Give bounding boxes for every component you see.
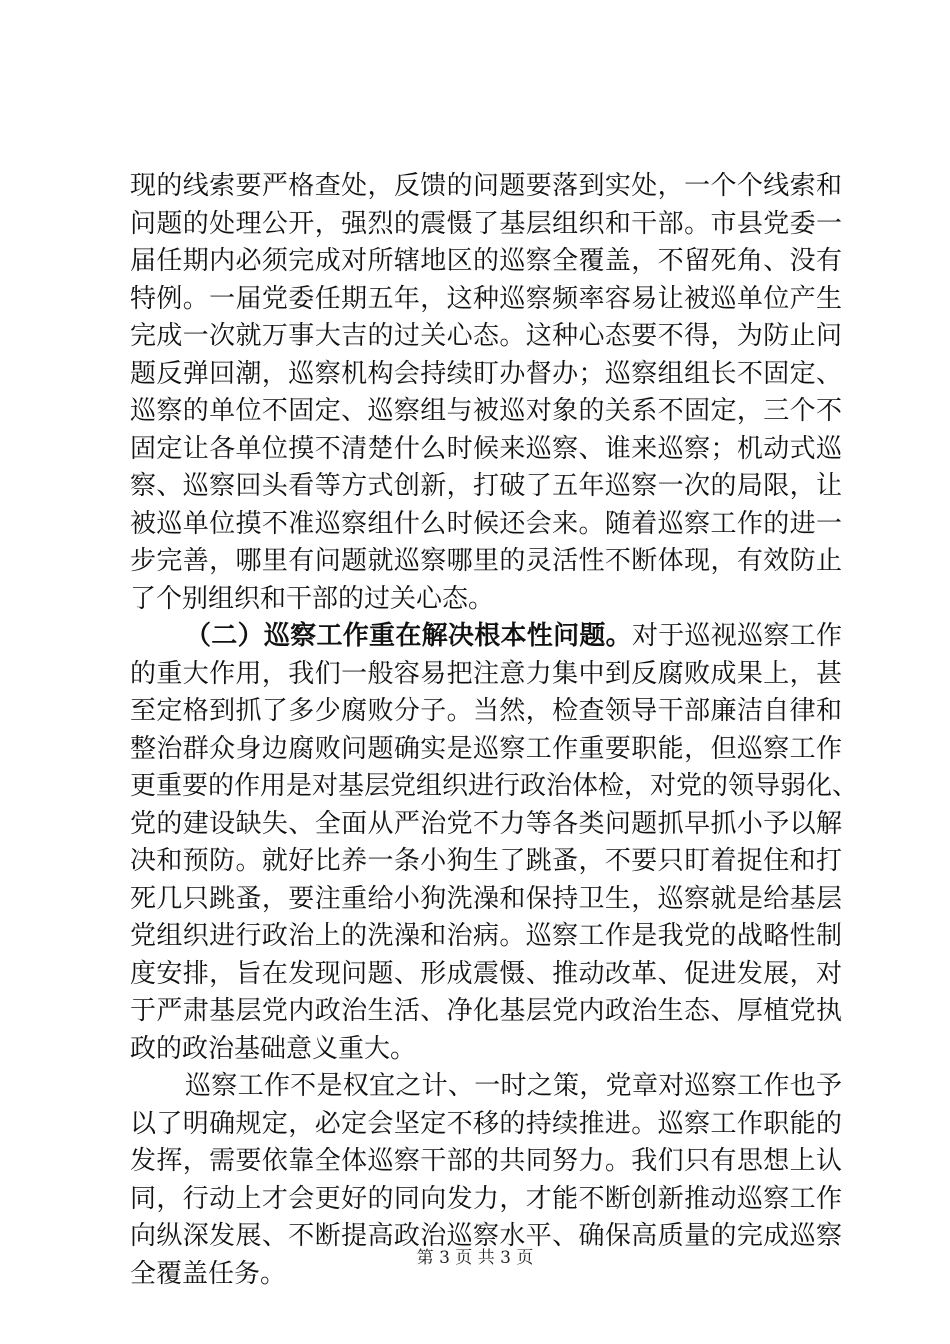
section-heading-line	[130, 618, 842, 656]
text-line: 于严肃基层党内政治生活、净化基层党内政治生态、厚植党执	[130, 996, 842, 1026]
text-line: 党组织进行政治上的洗澡和治病。巡察工作是我党的战略性制	[130, 921, 842, 951]
text-line: 同，行动上才会更好的同向发力，才能不断创新推动巡察工作	[130, 1183, 842, 1214]
text-line: 整治群众身边腐败问题确实是巡察工作重要职能，但巡察工作	[130, 733, 842, 764]
text-line: 题反弹回潮，巡察机构会持续盯办督办；巡察组组长不固定、	[130, 358, 842, 389]
text-line: 决和预防。就好比养一条小狗生了跳蚤，不要只盯着捉住和打	[130, 846, 842, 876]
text-line: 步完善，哪里有问题就巡察哪里的灵活性不断体现，有效防止	[130, 546, 842, 576]
section-heading: （二）巡察工作重在解决根本性问题。	[185, 621, 632, 651]
text-line: 政的政治基础意义重大。	[130, 1033, 417, 1064]
text-line: 向纵深发展、不断提高政治巡察水平、确保高质量的完成巡察	[130, 1221, 842, 1251]
document-body	[130, 168, 859, 1293]
page-footer: 第 3 页 共 3 页	[416, 1248, 534, 1268]
text-line: 以了明确规定，必定会坚定不移的持续推进。巡察工作职能的	[130, 1108, 842, 1139]
text-line: 问题的处理公开，强烈的震慑了基层组织和干部。市县党委一	[130, 208, 842, 239]
text-line: 了个别组织和干部的过关心态。	[130, 583, 495, 614]
paragraph-continuation	[130, 168, 842, 618]
text-line: 察、巡察回头看等方式创新，打破了五年巡察一次的局限，让	[130, 471, 842, 501]
text-span: 对于巡视巡察工作	[631, 621, 842, 651]
text-line: 的重大作用，我们一般容易把注意力集中到反腐败成果上，甚	[130, 658, 842, 689]
text-line: 完成一次就万事大吉的过关心态。这种心态要不得，为防止问	[130, 321, 842, 351]
text-line: 度安排，旨在发现问题、形成震慑、推动改革、促进发展，对	[130, 958, 842, 989]
text-line: 巡察工作不是权宜之计、一时之策，党章对巡察工作也予	[185, 1071, 842, 1101]
text-line: 巡察的单位不固定、巡察组与被巡对象的关系不固定，三个不	[130, 396, 842, 426]
text-line: 全覆盖任务。	[130, 1258, 287, 1289]
text-line: 届任期内必须完成对所辖地区的巡察全覆盖，不留死角、没有	[130, 246, 842, 276]
text-line: 现的线索要严格查处，反馈的问题要落到实处，一个个线索和	[130, 171, 842, 201]
text-line: 发挥，需要依靠全体巡察干部的共同努力。我们只有思想上认	[130, 1146, 842, 1176]
text-line: 至定格到抓了多少腐败分子。当然，检查领导干部廉洁自律和	[130, 696, 842, 726]
text-line: 更重要的作用是对基层党组织进行政治体检，对党的领导弱化、	[130, 771, 859, 801]
section-two-paragraph	[130, 618, 859, 1068]
text-line: 党的建设缺失、全面从严治党不力等各类问题抓早抓小予以解	[130, 808, 842, 839]
text-line: 固定让各单位摸不清楚什么时候来巡察、谁来巡察；机动式巡	[130, 433, 842, 464]
text-line: 特例。一届党委任期五年，这种巡察频率容易让被巡单位产生	[130, 283, 842, 314]
text-line: 被巡单位摸不准巡察组什么时候还会来。随着巡察工作的进一	[130, 508, 842, 539]
text-line: 死几只跳蚤，要注重给小狗洗澡和保持卫生，巡察就是给基层	[130, 883, 842, 914]
